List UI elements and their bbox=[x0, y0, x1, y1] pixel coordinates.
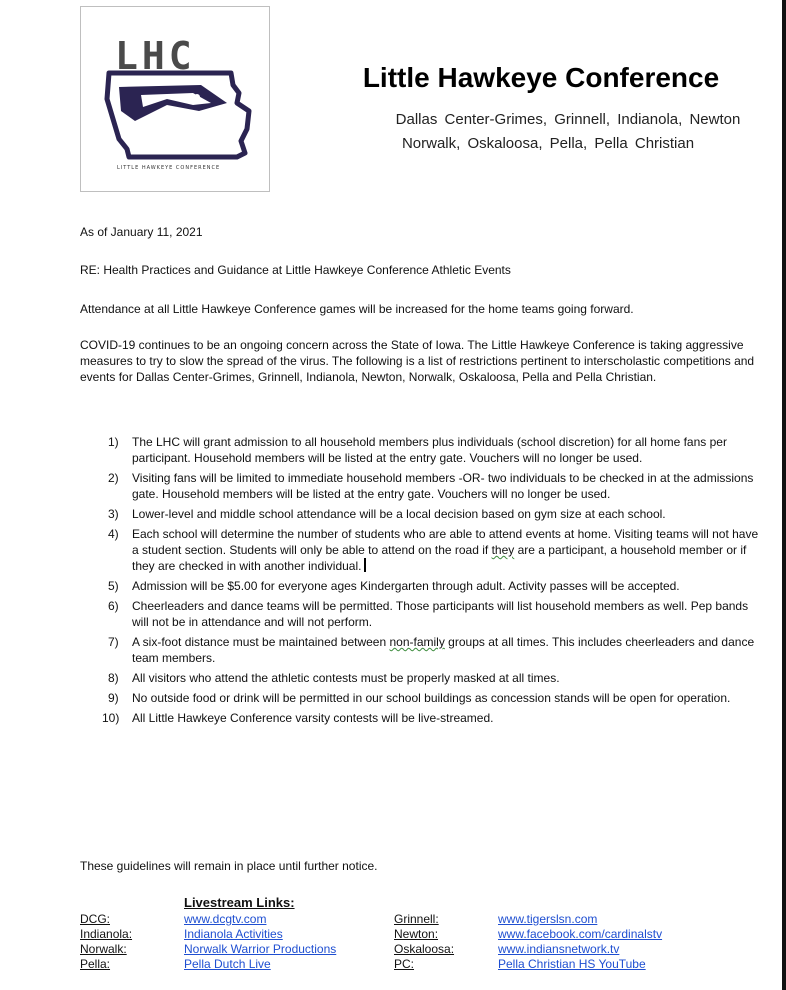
livestream-link-cell bbox=[184, 942, 394, 957]
table-row bbox=[80, 942, 662, 957]
list-item-text: Admission will be $5.00 for everyone ages Kindergarten through adult. Activity passes will be accepted. bbox=[132, 579, 680, 593]
livestream-link-cell bbox=[184, 912, 394, 927]
school-label: DCG: bbox=[80, 912, 110, 926]
list-item-text-a: Each school will determine the number of students who are able to attend events at home. Visiting teams will not have a student section. Students will only be able to attend on the road if bbox=[132, 527, 759, 557]
livestream-link[interactable]: www.facebook.com/cardinalstv bbox=[498, 927, 663, 941]
list-item-text: Lower-level and middle school attendance will be a local decision based on gym size at each school. bbox=[132, 507, 666, 521]
lhc-logo-graphic bbox=[81, 7, 271, 193]
list-item bbox=[80, 670, 762, 686]
school-label: Pella: bbox=[80, 957, 111, 971]
school-label: Newton: bbox=[394, 927, 439, 941]
window-edge bbox=[782, 0, 786, 990]
list-item-text-c: groups at all times. This includes cheerleaders and dance team members. bbox=[132, 635, 755, 665]
livestream-link[interactable]: www.tigerslsn.com bbox=[498, 912, 598, 926]
livestream-link[interactable]: www.indiansnetwork.tv bbox=[498, 942, 620, 956]
list-number: 4) bbox=[108, 527, 119, 541]
list-item bbox=[80, 434, 762, 466]
table-row bbox=[80, 912, 662, 927]
livestream-link[interactable]: www.dcgtv.com bbox=[184, 912, 267, 926]
hawk-eye bbox=[194, 94, 200, 100]
list-item bbox=[80, 598, 762, 630]
list-number: 7) bbox=[108, 635, 119, 649]
list-item bbox=[80, 690, 762, 706]
school-label: Indianola: bbox=[80, 927, 133, 941]
closing-line: These guidelines will remain in place until further notice. bbox=[80, 859, 378, 873]
livestream-link[interactable]: Pella Christian HS YouTube bbox=[498, 957, 646, 971]
list-item bbox=[80, 578, 762, 594]
school-label: Grinnell: bbox=[394, 912, 439, 926]
livestream-link-cell bbox=[498, 912, 662, 927]
spellcheck-word: they bbox=[491, 543, 515, 557]
list-item bbox=[80, 526, 762, 574]
list-item-text: All visitors who attend the athletic contests must be properly masked at all times. bbox=[132, 671, 560, 685]
list-number: 6) bbox=[108, 599, 119, 613]
text-cursor bbox=[364, 558, 366, 572]
livestream-link-cell bbox=[498, 942, 662, 957]
member-schools bbox=[300, 108, 782, 156]
list-number: 10) bbox=[102, 711, 120, 725]
table-row bbox=[80, 957, 662, 972]
livestream-link[interactable]: Pella Dutch Live bbox=[184, 957, 271, 971]
list-item-text-a: A six-foot distance must be maintained between bbox=[132, 635, 390, 649]
school-label: Norwalk: bbox=[80, 942, 127, 956]
list-item bbox=[80, 710, 762, 726]
list-item-text: Cheerleaders and dance teams will be permitted. Those participants will list household members as well. Pep bands will not be in attendance and will not perform. bbox=[132, 599, 749, 629]
list-item bbox=[80, 506, 762, 522]
livestream-link-cell bbox=[184, 927, 394, 942]
conference-title: Little Hawkeye Conference bbox=[362, 62, 720, 93]
table-row bbox=[80, 927, 662, 942]
list-number: 8) bbox=[108, 671, 119, 685]
list-item-text: No outside food or drink will be permitted in our school buildings as concession stands will be open for operation. bbox=[132, 691, 731, 705]
attendance-paragraph: Attendance at all Little Hawkeye Conference games will be increased for the home teams going forward. bbox=[80, 302, 634, 316]
logo-letters: LHC bbox=[115, 34, 196, 78]
livestream-link-cell bbox=[184, 957, 394, 972]
livestream-link[interactable]: Norwalk Warrior Productions bbox=[184, 942, 337, 956]
logo-caption: LITTLE HAWKEYE CONFERENCE bbox=[117, 165, 221, 171]
list-item-text: The LHC will grant admission to all household members plus individuals (school discretion) for all home fans per participant. Household members will be listed at the entry gate. Vouchers will no longer be used. bbox=[132, 435, 727, 465]
list-item-text-c: are a participant, a household member or if they are checked in with another individual. bbox=[132, 543, 747, 573]
member-schools-line-2: Norwalk, Oskaloosa, Pella, Pella Christian bbox=[401, 135, 695, 152]
list-item-text: All Little Hawkeye Conference varsity contests will be live-streamed. bbox=[132, 711, 494, 725]
restrictions-list bbox=[80, 434, 762, 730]
subject-line: RE: Health Practices and Guidance at Little Hawkeye Conference Athletic Events bbox=[80, 263, 511, 277]
list-item bbox=[80, 470, 762, 502]
livestream-links-table bbox=[80, 912, 662, 972]
school-label: PC: bbox=[394, 957, 415, 971]
spellcheck-word: non-family bbox=[389, 635, 445, 649]
list-number: 1) bbox=[108, 435, 119, 449]
livestream-heading: Livestream Links: bbox=[184, 895, 295, 910]
list-number: 5) bbox=[108, 579, 119, 593]
list-item bbox=[80, 634, 762, 666]
livestream-link-cell bbox=[498, 927, 662, 942]
list-number: 2) bbox=[108, 471, 119, 485]
member-schools-line-1: Dallas Center-Grimes, Grinnell, Indianola, Newton bbox=[395, 111, 741, 128]
livestream-link-cell bbox=[498, 957, 662, 972]
school-label: Oskaloosa: bbox=[394, 942, 455, 956]
date-line: As of January 11, 2021 bbox=[80, 225, 203, 239]
list-number: 3) bbox=[108, 507, 119, 521]
list-number: 9) bbox=[108, 691, 119, 705]
list-item-text: Visiting fans will be limited to immediate household members -OR- two individuals to be checked in at the admissions gate. Household members will be listed at the entry gate. Vouchers will no longer be used. bbox=[132, 471, 754, 501]
covid-paragraph: COVID-19 continues to be an ongoing concern across the State of Iowa. The Little Hawkeye Conference is taking aggressive measures to try to slow the spread of the virus. The following is a list of restrictions pertinent to interscholastic competitions and events for Dallas Center-Grimes, Grinnell, Indianola, Newton, Norwalk, Oskaloosa, Pella and Pella Christian. bbox=[80, 338, 755, 384]
livestream-link[interactable]: Indianola Activities bbox=[184, 927, 283, 941]
lhc-logo bbox=[80, 6, 270, 192]
